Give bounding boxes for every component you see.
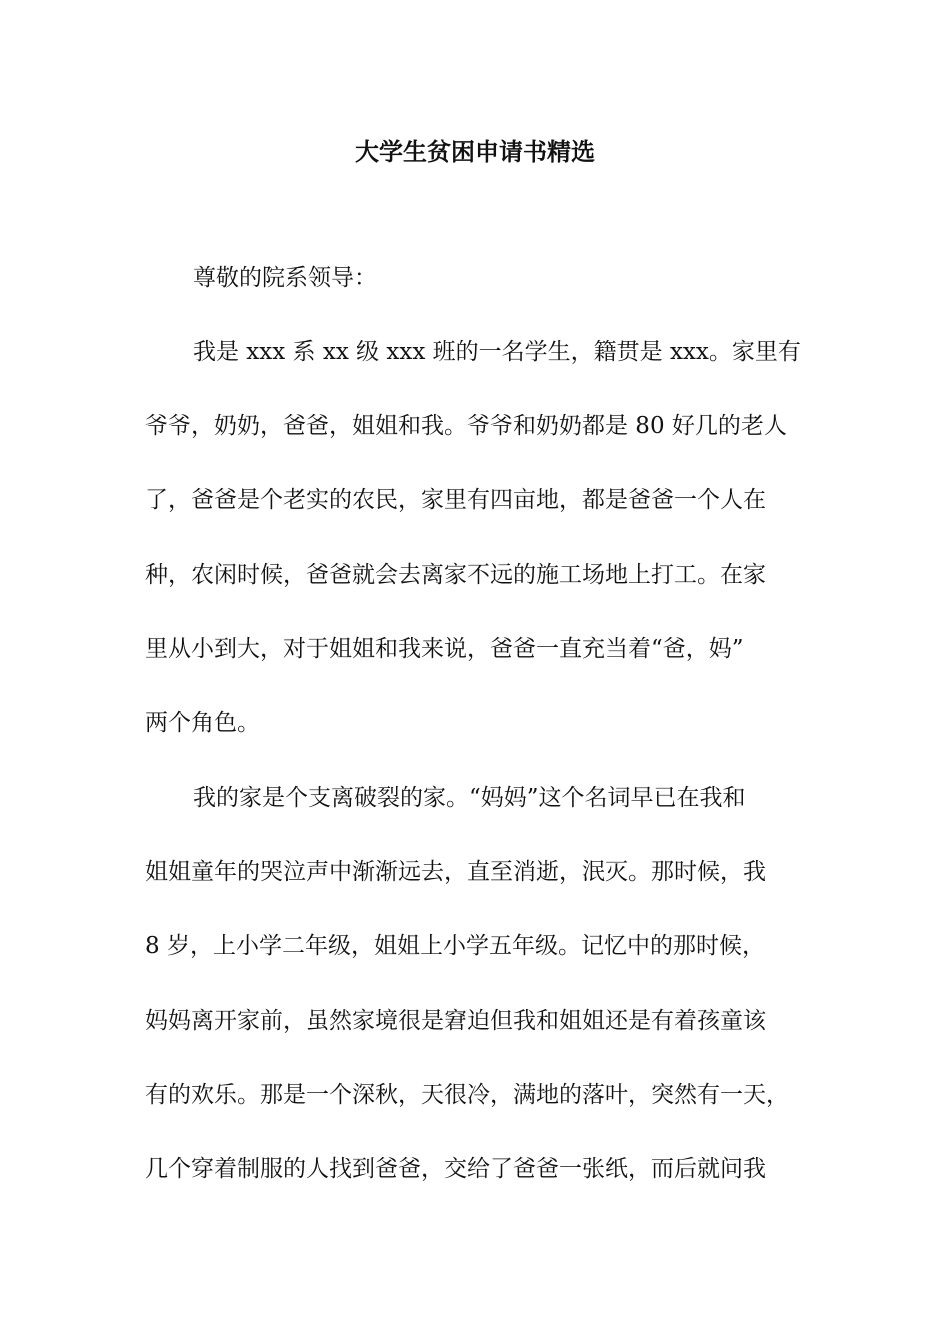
paragraph-line: 有的欢乐。那是一个深秋，天很冷，满地的落叶，突然有一天，	[145, 1082, 789, 1108]
salutation-line: 尊敬的院系领导：	[193, 265, 377, 291]
paragraph-line: 两个角色。	[145, 710, 260, 736]
document-title: 大学生贫困申请书精选	[355, 137, 595, 166]
paragraph-line: 种，农闲时候，爸爸就会去离家不远的施工场地上打工。在家	[145, 562, 766, 588]
paragraph-line: 我的家是个支离破裂的家。“妈妈”这个名词早已在我和	[193, 785, 746, 811]
paragraph-line: 里从小到大，对于姐姐和我来说，爸爸一直充当着“爸，妈”	[145, 636, 744, 662]
paragraph-line: 几个穿着制服的人找到爸爸，交给了爸爸一张纸，而后就问我	[145, 1156, 766, 1182]
paragraph-line: 8 岁，上小学二年级，姐姐上小学五年级。记忆中的那时候，	[145, 933, 765, 959]
paragraph-line: 姐姐童年的哭泣声中渐渐远去，直至消逝，泯灭。那时候，我	[145, 859, 766, 885]
paragraph-line: 妈妈离开家前，虽然家境很是窘迫但我和姐姐还是有着孩童该	[145, 1008, 766, 1034]
paragraph-line: 爷爷，奶奶，爸爸，姐姐和我。爷爷和奶奶都是 80 好几的老人	[145, 413, 787, 439]
paragraph-line: 了，爸爸是个老实的农民，家里有四亩地，都是爸爸一个人在	[145, 487, 766, 513]
paragraph-line: 我是 xxx 系 xx 级 xxx 班的一名学生，籍贯是 xxx。家里有	[193, 339, 801, 365]
